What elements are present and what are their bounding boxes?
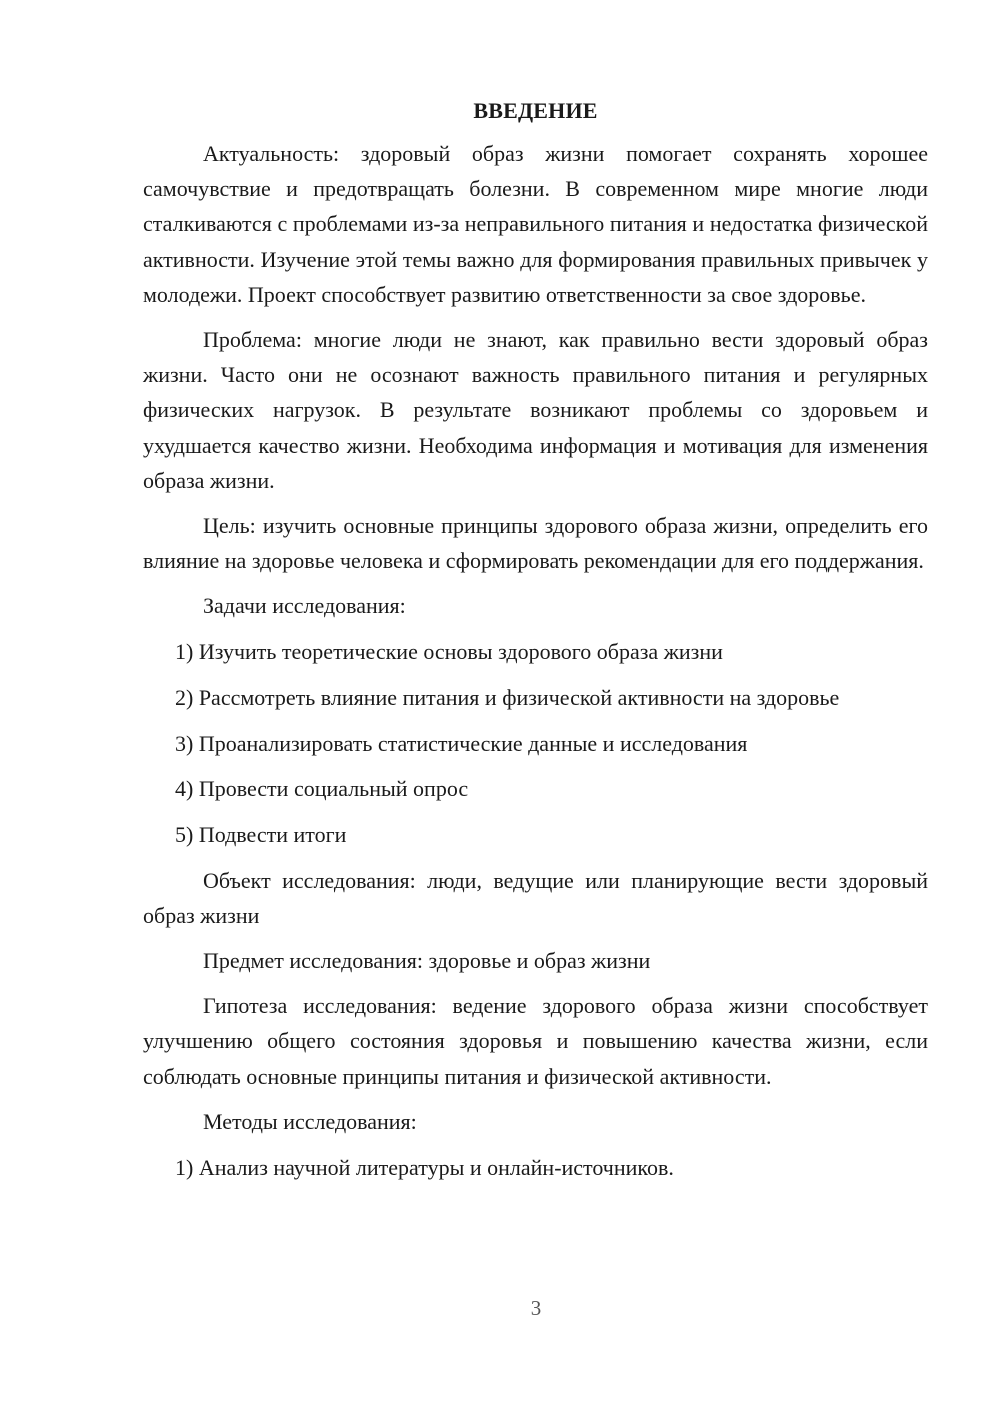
relevance-paragraph: Актуальность: здоровый образ жизни помогает сохранять хорошее самочувствие и предотвращать болезни. В современном мире многие люди сталкиваются с проблемами из-за неправильного питания и недостатка физической активности. Изучение этой темы важно для формирования правильных привычек у молодежи. Проект способствует развитию ответственности за свое здоровье.	[143, 141, 928, 307]
task-item: 5) Подвести итоги	[175, 821, 347, 847]
problem-paragraph: Проблема: многие люди не знают, как правильно вести здоровый образ жизни. Часто они не осознают важность правильного питания и регулярных физических нагрузок. В результате возникают проблемы со здоровьем и ухудшается качество жизни. Необходима информация и мотивация для изменения образа жизни.	[143, 327, 928, 493]
hypothesis-paragraph: Гипотеза исследования: ведение здорового образа жизни способствует улучшению общего состояния здоровья и повышению качества жизни, если соблюдать основные принципы питания и физической активности.	[143, 993, 928, 1089]
object-paragraph: Объект исследования: люди, ведущие или планирующие вести здоровый образ жизни	[143, 867, 928, 928]
page-number: 3	[530, 1296, 542, 1320]
document-page	[143, 95, 928, 1185]
tasks-heading: Задачи исследования:	[203, 593, 406, 619]
subject-paragraph: Предмет исследования: здоровье и образ жизни	[203, 948, 651, 974]
task-item: 2) Рассмотреть влияние питания и физической активности на здоровье	[175, 684, 840, 710]
task-item: 3) Проанализировать статистические данные и исследования	[175, 730, 748, 756]
goal-paragraph: Цель: изучить основные принципы здорового образа жизни, определить его влияние на здоровье человека и сформировать рекомендации для его поддержания.	[143, 513, 928, 574]
task-item: 4) Провести социальный опрос	[175, 776, 469, 802]
task-item: 1) Изучить теоретические основы здорового образа жизни	[175, 639, 723, 665]
methods-heading: Методы исследования:	[203, 1108, 417, 1134]
method-item: 1) Анализ научной литературы и онлайн-источников.	[175, 1154, 674, 1180]
section-title: ВВЕДЕНИЕ	[473, 98, 598, 123]
